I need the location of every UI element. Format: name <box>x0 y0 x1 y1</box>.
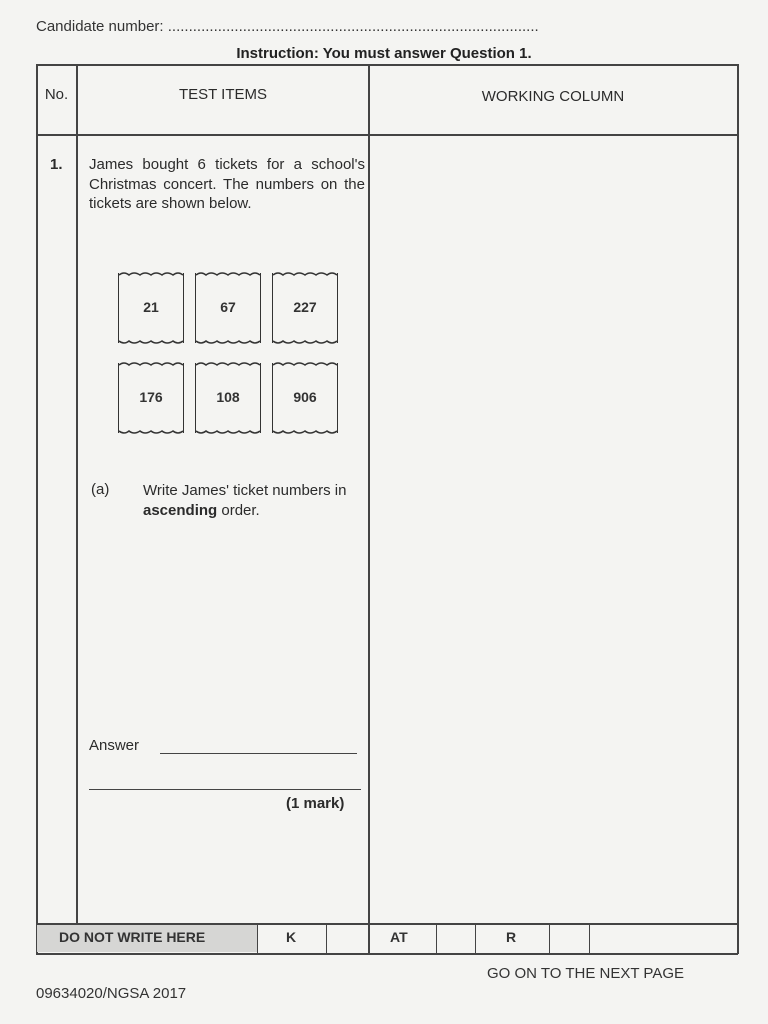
answer-line-continuation[interactable] <box>89 789 361 790</box>
k-box <box>327 924 367 953</box>
answer-label: Answer <box>89 737 140 754</box>
ticket <box>272 363 338 433</box>
r-label: R <box>506 929 517 945</box>
working-column-area[interactable] <box>370 136 736 922</box>
ticket-number: 227 <box>293 299 317 315</box>
ticket <box>272 273 338 343</box>
header-working-column: WORKING COLUMN <box>481 88 625 105</box>
instruction: Instruction: You must answer Question 1. <box>236 45 532 62</box>
header-no: No. <box>44 86 69 103</box>
part-text <box>143 481 369 521</box>
question-text: James bought 6 tickets for a school's Christmas concert. The numbers on the tickets are shown below. <box>89 156 365 212</box>
ticket <box>118 273 184 343</box>
exam-code: 09634020/NGSA 2017 <box>36 985 187 1002</box>
part-text-start: Write James' ticket numbers in <box>143 482 347 499</box>
go-on-to-next-page: GO ON TO THE NEXT PAGE <box>487 965 684 982</box>
part-text-end: order. <box>217 502 260 519</box>
ticket-number: 108 <box>216 389 240 405</box>
header-test-items: TEST ITEMS <box>178 86 268 103</box>
ticket <box>195 363 261 433</box>
r-box <box>550 924 588 953</box>
ticket-number: 176 <box>139 389 163 405</box>
do-not-write-here: DO NOT WRITE HERE <box>59 929 206 945</box>
ticket <box>195 273 261 343</box>
candidate-number-line: Candidate number: ......................................................................................... <box>36 18 539 35</box>
ticket-number: 21 <box>143 299 159 315</box>
ticket <box>118 363 184 433</box>
at-label: AT <box>390 929 408 945</box>
part-label: (a) <box>91 481 110 498</box>
k-label: K <box>286 929 297 945</box>
ticket-number: 67 <box>220 299 236 315</box>
part-text-emphasis: ascending <box>143 502 218 519</box>
question-number: 1. <box>50 156 63 173</box>
at-box <box>437 924 474 953</box>
answer-line[interactable] <box>160 753 357 754</box>
ticket-number: 906 <box>293 389 317 405</box>
marks: (1 mark) <box>286 795 345 812</box>
